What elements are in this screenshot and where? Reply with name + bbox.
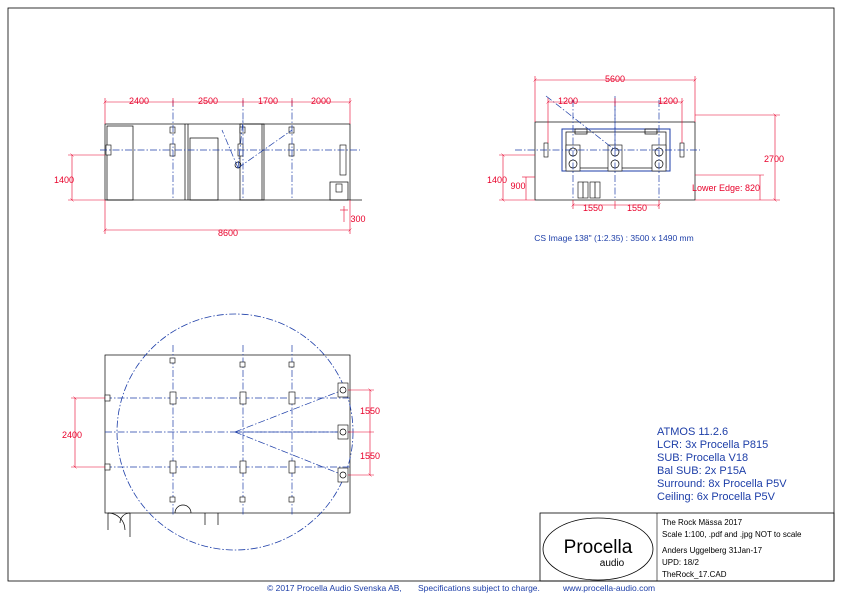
spec-bal-sub: Bal SUB: 2x P15A bbox=[657, 465, 747, 477]
floor-plan bbox=[62, 314, 380, 550]
plan-dim-spacing-upper: 1550 bbox=[359, 406, 381, 416]
tb-project: The Rock Mässa 2017 bbox=[662, 518, 743, 527]
spec-surround: Surround: 8x Procella P5V bbox=[657, 478, 787, 490]
logo-sub: audio bbox=[599, 558, 625, 569]
screen-dim-right: 1200 bbox=[657, 96, 679, 106]
elev-dim-2400: 2400 bbox=[128, 96, 150, 106]
footer-copyright: © 2017 Procella Audio Svenska AB, bbox=[267, 583, 402, 593]
screen-caption: CS Image 138" (1:2.35) : 3500 x 1490 mm bbox=[534, 233, 694, 243]
plan-dim-spacing-lower: 1550 bbox=[359, 451, 381, 461]
elev-dim-2000: 2000 bbox=[310, 96, 332, 106]
screen-dim-spacing-left: 1550 bbox=[582, 203, 604, 213]
screen-dim-spacing-right: 1550 bbox=[626, 203, 648, 213]
title-block bbox=[540, 513, 834, 581]
elev-dim-2500: 2500 bbox=[197, 96, 219, 106]
tb-author: Anders Uggelberg 31Jan-17 bbox=[662, 546, 763, 555]
screen-dim-height: 2700 bbox=[763, 154, 785, 164]
spec-sub: SUB: Procella V18 bbox=[657, 452, 749, 464]
spec-format: ATMOS 11.2.6 bbox=[657, 426, 729, 438]
side-elevation bbox=[54, 96, 366, 238]
screen-wall-view bbox=[487, 74, 784, 243]
tb-file: TheRock_17.CAD bbox=[662, 570, 727, 579]
elev-dim-1700: 1700 bbox=[257, 96, 279, 106]
screen-dim-left: 1200 bbox=[557, 96, 579, 106]
speaker-spec-list bbox=[657, 426, 787, 503]
spec-lcr: LCR: 3x Procella P815 bbox=[657, 439, 769, 451]
tb-update: UPD: 18/2 bbox=[662, 558, 699, 567]
footer-disclaimer: Specifications subject to charge. bbox=[418, 583, 540, 593]
footer bbox=[267, 583, 655, 593]
spec-ceiling: Ceiling: 6x Procella P5V bbox=[657, 491, 776, 503]
tb-scale: Scale 1:100, .pdf and .jpg NOT to scale bbox=[662, 530, 802, 539]
screen-lower-edge: Lower Edge: 820 bbox=[692, 183, 761, 193]
screen-dim-ear: 1400 bbox=[486, 175, 508, 185]
plan-dim-width: 2400 bbox=[61, 430, 83, 440]
footer-website: www.procella-audio.com bbox=[563, 583, 656, 593]
elev-dim-height: 1400 bbox=[53, 175, 75, 185]
logo-main: Procella bbox=[563, 537, 633, 558]
screen-dim-width: 5600 bbox=[604, 74, 626, 84]
screen-dim-bottom: 900 bbox=[510, 181, 526, 191]
elev-dim-small: 300 bbox=[350, 214, 366, 224]
elev-dim-total: 8600 bbox=[217, 228, 239, 238]
